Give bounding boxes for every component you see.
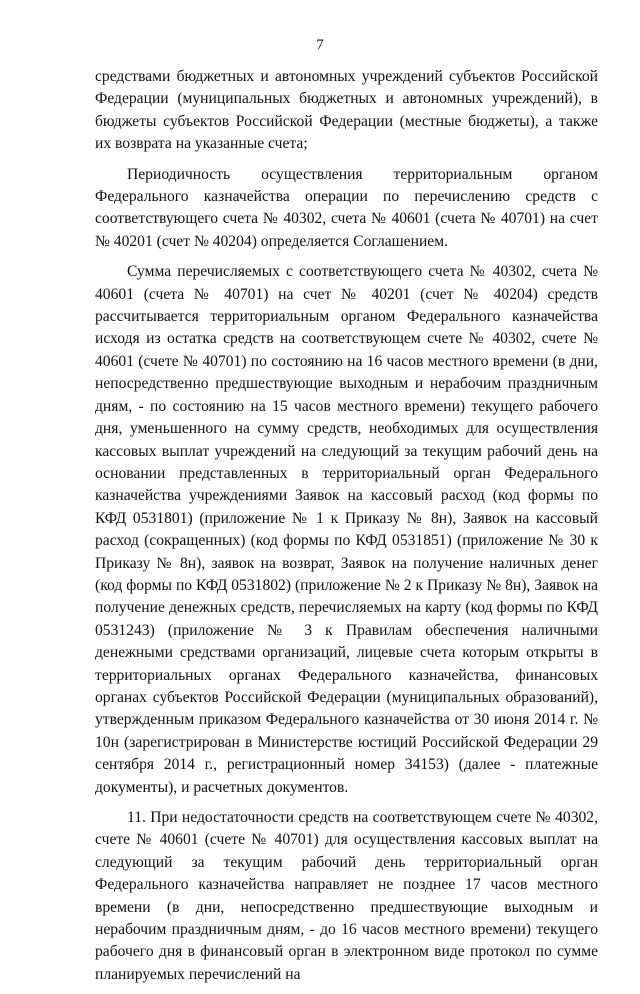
paragraph-clause-11: 11. При недостаточности средств на соответствующем счете № 40302, счете № 40601 (счете № 40701) для осуществления кассовых выплат на следующий за текущим рабочий день территориальный орган Федерального казначейства направляет не позднее 17 часов местного времени (в дни, непосредственно предшествующие выходным и нерабочим праздничным дням, - до 16 часов местного времени) текущего рабочего дня в финансовый орган в электронном виде протокол по сумме планируемых перечислений на: [95, 809, 598, 983]
paragraph-continuation: средствами бюджетных и автономных учреждений субъектов Российской Федерации (муниципальных бюджетных и автономных учреждений), в бюджеты субъектов Российской Федерации (местные бюджеты), а также их возврата на указанные счета;: [95, 68, 598, 153]
paragraph-periodicity: Периодичность осуществления территориальным органом Федерального казначейства операции по перечислению средств с соответствующего счета № 40302, счета № 40601 (счета № 40701) на счет № 40201 (счет № 40204) определяется Соглашением.: [95, 165, 598, 250]
page-number: 7: [316, 37, 324, 53]
paragraph-transfer-amount: Сумма перечисляемых с соответствующего счета № 40302, счета № 40601 (счета № 40701) на счет № 40201 (счет № 40204) средств рассчитывается территориальным органом Федерального казначейства исходя из остатка средств на соответствующем счете № 40302, счете № 40601 (счете № 40701) по состоянию на 16 часов местного времени (в дни, непосредственно предшествующие выходным и нерабочим праздничным дням, - по состоянию на 15 часов местного времени) текущего рабочего дня, уменьшенного на сумму средств, необходимых для осуществления кассовых выплат учреждений на следующий за текущим рабочий день на основании представленных в территориальный орган Федерального казначейства учреждениями Заявок на кассовый расход (код формы по КФД 0531801) (приложение № 1 к Приказу № 8н), Заявок на кассовый расход (сокращенных) (код формы по КФД 0531851) (приложение № 30 к Приказу № 8н), заявок на возврат, Заявок на получение наличных денег (код формы по КФД 0531802) (приложение № 2 к Приказу № 8н), Заявок на получение денежных средств, перечисляемых на карту (код формы по КФД 0531243) (приложение № 3 к Правилам обеспечения наличными денежными средствами организаций, лицевые счета которым открыты в территориальных органах Федерального казначейства, финансовых органах субъектов Российской Федерации (муниципальных образований), утвержденным приказом Федерального казначейства от 30 июня 2014 г. № 10н (зарегистрирован в Министерстве юстиций Российской Федерации 29 сентября 2014 г., регистрационный номер 34153) (далее - платежные документы), и расчетных документов.: [95, 263, 598, 796]
document-body: [95, 66, 598, 994]
